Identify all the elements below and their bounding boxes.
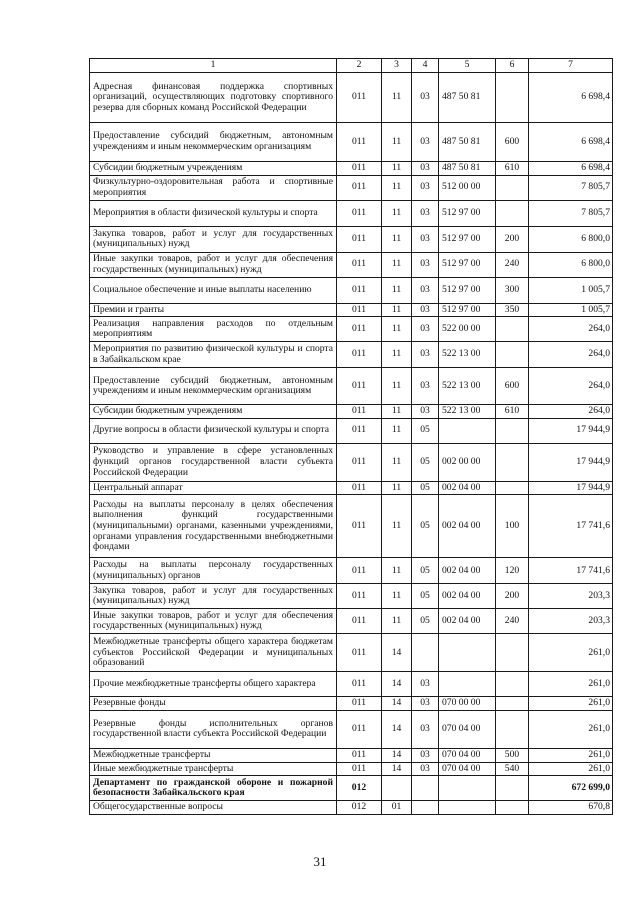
amount: 7 805,7 [529, 200, 613, 226]
section-code: 11 [382, 123, 412, 162]
target-article-code: 487 50 81 [439, 123, 496, 162]
section-code: 11 [382, 584, 412, 609]
expense-type-code [496, 443, 529, 481]
amount: 203,3 [529, 609, 613, 634]
target-article-code: 512 97 00 [439, 200, 496, 226]
department-code: 011 [337, 368, 382, 405]
section-code: 11 [382, 558, 412, 584]
expense-type-code [496, 481, 529, 495]
item-name: Предоставление субсидий бюджетным, автономным учреждениям и иным некоммерческим организациям [90, 123, 337, 162]
department-code: 011 [337, 226, 382, 252]
subsection-code: 03 [412, 317, 439, 342]
expense-type-code: 240 [496, 252, 529, 277]
target-article-code: 002 04 00 [439, 609, 496, 634]
item-name: Расходы на выплаты персоналу в целях обеспечения выполнения функций государственными (муниципальными) органами, казенными учреждениями, органами управления государственными внебюджетными фондами [90, 495, 337, 558]
target-article-code: 512 00 00 [439, 175, 496, 200]
subsection-code: 05 [412, 418, 439, 443]
table-row [90, 200, 613, 226]
subsection-code: 05 [412, 481, 439, 495]
amount: 6 800,0 [529, 252, 613, 277]
section-code: 11 [382, 200, 412, 226]
item-name: Другие вопросы в области физической культуры и спорта [90, 418, 337, 443]
department-code: 011 [337, 73, 382, 123]
target-article-code: 512 97 00 [439, 303, 496, 317]
subsection-code: 05 [412, 495, 439, 558]
subsection-code: 03 [412, 368, 439, 405]
subsection-code [412, 634, 439, 672]
budget-table-body [90, 59, 613, 815]
table-row [90, 252, 613, 277]
subsection-code: 03 [412, 762, 439, 776]
subsection-code: 03 [412, 748, 439, 762]
item-name: Прочие межбюджетные трансферты общего характера [90, 672, 337, 697]
table-row [90, 277, 613, 303]
section-code: 11 [382, 252, 412, 277]
department-code: 011 [337, 443, 382, 481]
column-number-2: 2 [337, 59, 382, 73]
table-row [90, 672, 613, 697]
department-code: 011 [337, 584, 382, 609]
target-article-code: 512 97 00 [439, 226, 496, 252]
department-code: 012 [337, 776, 382, 801]
amount: 1 005,7 [529, 277, 613, 303]
section-code: 11 [382, 226, 412, 252]
expense-type-code [496, 697, 529, 711]
subsection-code: 03 [412, 710, 439, 748]
section-code: 11 [382, 481, 412, 495]
expense-type-code: 600 [496, 368, 529, 405]
department-code: 011 [337, 342, 382, 368]
item-name: Закупка товаров, работ и услуг для государственных (муниципальных) нужд [90, 584, 337, 609]
item-name: Департамент по гражданской обороне и пожарной безопасности Забайкальского края [90, 776, 337, 801]
department-code: 011 [337, 762, 382, 776]
amount: 7 805,7 [529, 175, 613, 200]
subsection-code: 03 [412, 405, 439, 419]
expense-type-code: 350 [496, 303, 529, 317]
expense-type-code [496, 317, 529, 342]
expense-type-code: 610 [496, 162, 529, 176]
item-name: Мероприятия в области физической культуры и спорта [90, 200, 337, 226]
expense-type-code: 120 [496, 558, 529, 584]
amount: 17 944,9 [529, 481, 613, 495]
amount: 6 698,4 [529, 73, 613, 123]
table-row [90, 776, 613, 801]
target-article-code: 522 00 00 [439, 317, 496, 342]
department-code: 011 [337, 277, 382, 303]
amount: 672 699,0 [529, 776, 613, 801]
section-code: 11 [382, 162, 412, 176]
expense-type-code [496, 672, 529, 697]
table-row [90, 443, 613, 481]
amount: 17 944,9 [529, 418, 613, 443]
department-code: 011 [337, 609, 382, 634]
target-article-code: 070 04 00 [439, 748, 496, 762]
department-code: 011 [337, 175, 382, 200]
target-article-code [439, 801, 496, 815]
item-name: Межбюджетные трансферты [90, 748, 337, 762]
amount: 1 005,7 [529, 303, 613, 317]
target-article-code: 522 13 00 [439, 405, 496, 419]
subsection-code: 03 [412, 200, 439, 226]
target-article-code: 487 50 81 [439, 73, 496, 123]
column-number-3: 3 [382, 59, 412, 73]
target-article-code: 070 04 00 [439, 710, 496, 748]
subsection-code: 03 [412, 123, 439, 162]
table-row [90, 584, 613, 609]
department-code: 011 [337, 123, 382, 162]
amount: 264,0 [529, 342, 613, 368]
table-row [90, 762, 613, 776]
subsection-code: 05 [412, 558, 439, 584]
amount: 17 741,6 [529, 495, 613, 558]
section-code: 14 [382, 634, 412, 672]
table-row [90, 697, 613, 711]
expense-type-code [496, 342, 529, 368]
amount: 203,3 [529, 584, 613, 609]
table-row [90, 73, 613, 123]
department-code: 011 [337, 672, 382, 697]
target-article-code: 002 04 00 [439, 584, 496, 609]
item-name: Резервные фонды [90, 697, 337, 711]
item-name: Субсидии бюджетным учреждениям [90, 405, 337, 419]
budget-table-sheet [89, 58, 612, 815]
subsection-code: 03 [412, 672, 439, 697]
department-code: 011 [337, 495, 382, 558]
target-article-code [439, 776, 496, 801]
target-article-code: 070 04 00 [439, 762, 496, 776]
header-row [90, 59, 613, 73]
table-row [90, 558, 613, 584]
department-code: 011 [337, 405, 382, 419]
amount: 261,0 [529, 672, 613, 697]
subsection-code: 05 [412, 609, 439, 634]
table-row [90, 801, 613, 815]
department-code: 011 [337, 200, 382, 226]
target-article-code: 070 00 00 [439, 697, 496, 711]
expense-type-code: 500 [496, 748, 529, 762]
item-name: Иные закупки товаров, работ и услуг для обеспечения государственных (муниципальных) нужд [90, 609, 337, 634]
table-row [90, 303, 613, 317]
item-name: Физкультурно-оздоровительная работа и спортивные мероприятия [90, 175, 337, 200]
target-article-code: 002 04 00 [439, 481, 496, 495]
expense-type-code: 600 [496, 123, 529, 162]
target-article-code: 522 13 00 [439, 342, 496, 368]
amount: 17 944,9 [529, 443, 613, 481]
item-name: Общегосударственные вопросы [90, 801, 337, 815]
target-article-code: 002 00 00 [439, 443, 496, 481]
section-code: 11 [382, 418, 412, 443]
column-number-5: 5 [439, 59, 496, 73]
amount: 17 741,6 [529, 558, 613, 584]
table-row [90, 162, 613, 176]
subsection-code: 03 [412, 277, 439, 303]
table-row [90, 748, 613, 762]
target-article-code [439, 672, 496, 697]
department-code: 011 [337, 162, 382, 176]
table-row [90, 342, 613, 368]
department-code: 011 [337, 634, 382, 672]
table-row [90, 710, 613, 748]
table-row [90, 609, 613, 634]
amount: 264,0 [529, 368, 613, 405]
amount: 261,0 [529, 762, 613, 776]
table-row [90, 317, 613, 342]
section-code: 11 [382, 443, 412, 481]
department-code: 011 [337, 558, 382, 584]
department-code: 011 [337, 697, 382, 711]
table-row [90, 175, 613, 200]
column-number-6: 6 [496, 59, 529, 73]
table-row [90, 368, 613, 405]
amount: 6 800,0 [529, 226, 613, 252]
target-article-code: 522 13 00 [439, 368, 496, 405]
target-article-code: 002 04 00 [439, 558, 496, 584]
table-row [90, 123, 613, 162]
expense-type-code: 240 [496, 609, 529, 634]
column-number-7: 7 [529, 59, 613, 73]
target-article-code: 002 04 00 [439, 495, 496, 558]
section-code: 14 [382, 710, 412, 748]
item-name: Реализация направления расходов по отдельным мероприятиям [90, 317, 337, 342]
table-row [90, 495, 613, 558]
item-name: Резервные фонды исполнительных органов государственной власти субъекта Российской Федерации [90, 710, 337, 748]
subsection-code: 05 [412, 584, 439, 609]
target-article-code: 512 97 00 [439, 252, 496, 277]
section-code: 11 [382, 303, 412, 317]
subsection-code: 03 [412, 697, 439, 711]
item-name: Иные закупки товаров, работ и услуг для обеспечения государственных (муниципальных) нужд [90, 252, 337, 277]
table-row [90, 481, 613, 495]
subsection-code [412, 776, 439, 801]
target-article-code: 487 50 81 [439, 162, 496, 176]
column-number-4: 4 [412, 59, 439, 73]
column-number-1: 1 [90, 59, 337, 73]
expense-type-code [496, 418, 529, 443]
table-row [90, 405, 613, 419]
amount: 264,0 [529, 405, 613, 419]
item-name: Предоставление субсидий бюджетным, автономным учреждениям и иным некоммерческим организациям [90, 368, 337, 405]
section-code [382, 776, 412, 801]
amount: 261,0 [529, 710, 613, 748]
section-code: 11 [382, 405, 412, 419]
subsection-code: 03 [412, 73, 439, 123]
department-code: 012 [337, 801, 382, 815]
expense-type-code: 200 [496, 226, 529, 252]
amount: 6 698,4 [529, 162, 613, 176]
item-name: Иные межбюджетные трансферты [90, 762, 337, 776]
department-code: 011 [337, 710, 382, 748]
expense-type-code [496, 200, 529, 226]
subsection-code: 03 [412, 342, 439, 368]
item-name: Расходы на выплаты персоналу государственных (муниципальных) органов [90, 558, 337, 584]
expense-type-code: 200 [496, 584, 529, 609]
expense-type-code: 610 [496, 405, 529, 419]
target-article-code: 512 97 00 [439, 277, 496, 303]
section-code: 11 [382, 277, 412, 303]
expense-type-code: 300 [496, 277, 529, 303]
subsection-code: 03 [412, 175, 439, 200]
section-code: 11 [382, 495, 412, 558]
subsection-code: 05 [412, 443, 439, 481]
target-article-code [439, 418, 496, 443]
expense-type-code [496, 710, 529, 748]
department-code: 011 [337, 481, 382, 495]
section-code: 11 [382, 317, 412, 342]
amount: 6 698,4 [529, 123, 613, 162]
section-code: 14 [382, 697, 412, 711]
amount: 264,0 [529, 317, 613, 342]
section-code: 11 [382, 175, 412, 200]
department-code: 011 [337, 748, 382, 762]
item-name: Субсидии бюджетным учреждениям [90, 162, 337, 176]
section-code: 14 [382, 672, 412, 697]
subsection-code: 03 [412, 303, 439, 317]
table-row [90, 634, 613, 672]
expense-type-code [496, 776, 529, 801]
target-article-code [439, 634, 496, 672]
table-row [90, 418, 613, 443]
item-name: Межбюджетные трансферты общего характера бюджетам субъектов Российской Федерации и муниципальных образований [90, 634, 337, 672]
item-name: Руководство и управление в сфере установленных функций органов государственной власти субъекта Российской Федерации [90, 443, 337, 481]
section-code: 11 [382, 368, 412, 405]
expense-type-code [496, 801, 529, 815]
section-code: 11 [382, 342, 412, 368]
subsection-code: 03 [412, 252, 439, 277]
expense-type-code [496, 634, 529, 672]
expense-type-code: 100 [496, 495, 529, 558]
page-number: 31 [313, 854, 327, 869]
section-code: 14 [382, 762, 412, 776]
department-code: 011 [337, 317, 382, 342]
item-name: Закупка товаров, работ и услуг для государственных (муниципальных) нужд [90, 226, 337, 252]
budget-table [89, 58, 613, 815]
section-code: 11 [382, 73, 412, 123]
section-code: 01 [382, 801, 412, 815]
table-row [90, 226, 613, 252]
amount: 261,0 [529, 634, 613, 672]
subsection-code: 03 [412, 162, 439, 176]
section-code: 11 [382, 609, 412, 634]
item-name: Премии и гранты [90, 303, 337, 317]
amount: 261,0 [529, 697, 613, 711]
item-name: Мероприятия по развитию физической культуры и спорта в Забайкальском крае [90, 342, 337, 368]
item-name: Социальное обеспечение и иные выплаты населению [90, 277, 337, 303]
department-code: 011 [337, 252, 382, 277]
subsection-code: 03 [412, 226, 439, 252]
department-code: 011 [337, 303, 382, 317]
subsection-code [412, 801, 439, 815]
item-name: Адресная финансовая поддержка спортивных организаций, осуществляющих подготовку спортивного резерва для сборных команд Российской Федерации [90, 73, 337, 123]
section-code: 14 [382, 748, 412, 762]
expense-type-code: 540 [496, 762, 529, 776]
department-code: 011 [337, 418, 382, 443]
expense-type-code [496, 175, 529, 200]
amount: 261,0 [529, 748, 613, 762]
expense-type-code [496, 73, 529, 123]
amount: 670,8 [529, 801, 613, 815]
item-name: Центральный аппарат [90, 481, 337, 495]
